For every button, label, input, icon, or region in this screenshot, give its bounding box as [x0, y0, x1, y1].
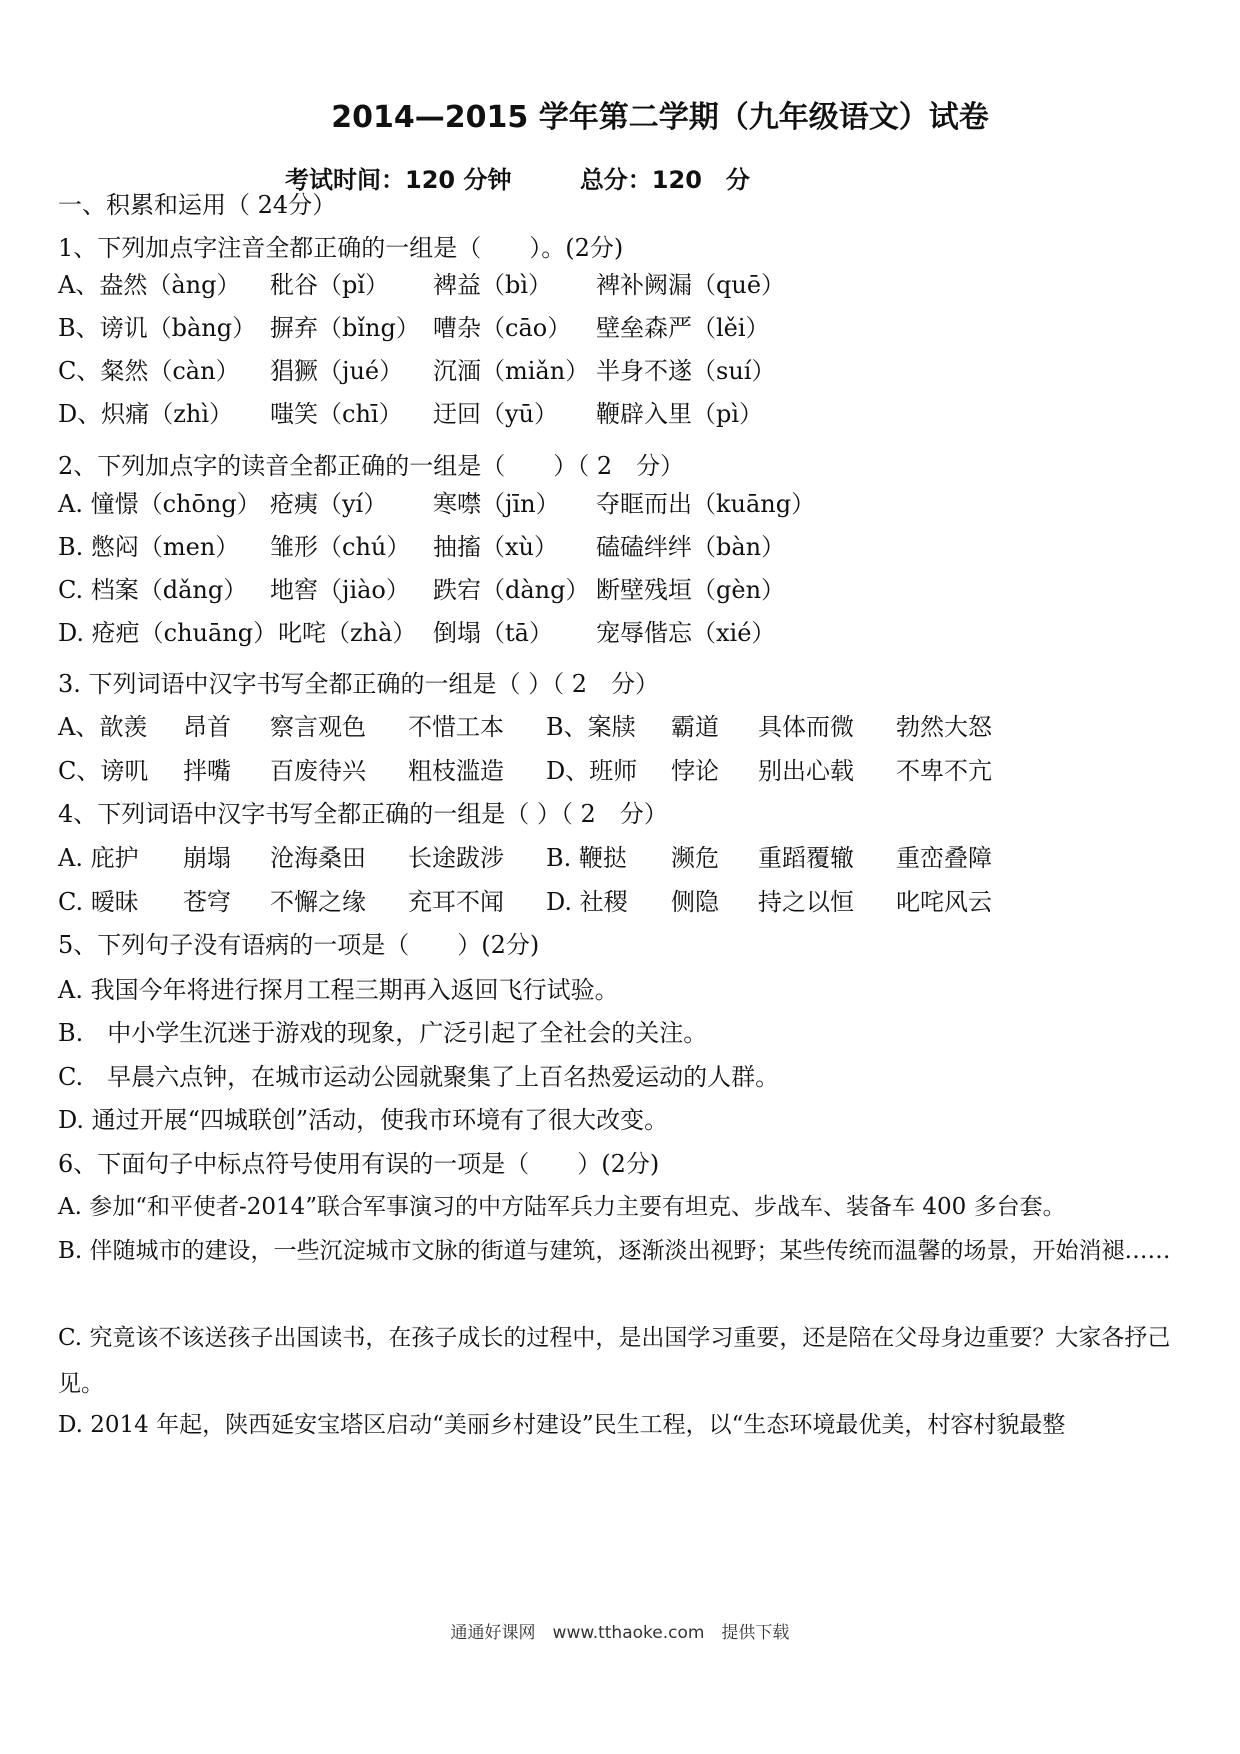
q3-r1-7: 具体而微: [758, 713, 854, 741]
q2-c-3: 跌宕（dàng）: [433, 576, 590, 604]
q2-d-1: D. 疮疤（chuāng）: [58, 619, 278, 647]
q4-r1-8: 重峦叠障: [896, 844, 992, 872]
q1-b-4: 壁垒森严（lěi）: [596, 314, 770, 342]
q2-b-4: 磕磕绊绊（bàn）: [596, 533, 786, 561]
q4-r1-6: 濒危: [671, 844, 719, 872]
q1-b-1: B、谤讥（bàng）: [58, 314, 257, 342]
q2-a-4: 夺眶而出（kuāng）: [596, 490, 816, 518]
q4-r2-7: 持之以恒: [758, 888, 854, 916]
q3-r2-2: 拌嘴: [183, 757, 231, 785]
q2-c-1: C. 档案（dǎng）: [58, 576, 248, 604]
q1-c-1: C、粲然（càn）: [58, 357, 240, 385]
q5-option-d: D. 通过开展“四城联创”活动，使我市环境有了很大改变。: [58, 1106, 669, 1134]
section-heading: 一、积累和运用（ 24分）: [58, 191, 337, 219]
total-score: 总分：120 分: [579, 166, 750, 194]
q5-option-c: C. 早晨六点钟，在城市运动公园就聚集了上百名热爱运动的人群。: [58, 1063, 780, 1091]
q4-r1-7: 重蹈覆辙: [758, 844, 854, 872]
q4-r1-3: 沧海桑田: [270, 844, 366, 872]
q3-r1-6: 霸道: [671, 713, 719, 741]
q4-r1-5: B. 鞭挞: [546, 844, 627, 872]
q3-r1-2: 昂首: [183, 713, 231, 741]
q6-option-d: D. 2014 年起，陕西延安宝塔区启动“美丽乡村建设”民生工程，以“生态环境最优美，村容村貌最整: [58, 1412, 1066, 1438]
q3-r2-6: 悖论: [671, 757, 719, 785]
q4-r2-5: D. 社稷: [546, 888, 628, 916]
q1-c-4: 半身不遂（suí）: [596, 357, 776, 385]
q2-c-4: 断壁残垣（gèn）: [596, 576, 786, 604]
q5-option-a: A. 我国今年将进行探月工程三期再入返回飞行试验。: [58, 976, 619, 1004]
q3-r1-3: 察言观色: [270, 713, 366, 741]
exam-time: 考试时间：120 分钟: [285, 166, 512, 194]
q1-d-4: 鞭辟入里（pì）: [596, 400, 764, 428]
q6-option-c: C. 究竟该不该送孩子出国读书，在孩子成长的过程中，是出国学习重要，还是陪在父母身边重要？大家各抒己见。: [58, 1325, 1171, 1397]
q3-r2-7: 别出心载: [758, 757, 854, 785]
q4-r2-2: 苍穹: [183, 888, 231, 916]
q1-d-2: 嗤笑（chī）: [270, 400, 403, 428]
q1-b-2: 摒弃（bǐng）: [270, 314, 420, 342]
q2-b-3: 抽搐（xù）: [433, 533, 558, 561]
q2-b-2: 雏形（chú）: [270, 533, 411, 561]
q2-d-4: 宠辱偕忘（xié）: [596, 619, 776, 647]
q4-r2-8: 叱咤风云: [896, 888, 992, 916]
q4-r1-1: A. 庇护: [58, 844, 139, 872]
q4-r2-3: 不懈之缘: [270, 888, 366, 916]
q3-r2-8: 不卑不亢: [896, 757, 992, 785]
q2-b-1: B. 憋闷（men）: [58, 533, 240, 561]
q3-r1-4: 不惜工本: [408, 713, 504, 741]
q1-a-1: A、盎然（àng）: [58, 271, 241, 299]
q3-r2-5: D、班师: [546, 757, 638, 785]
q1-a-4: 裨补阙漏（quē）: [596, 271, 786, 299]
q4-r1-2: 崩塌: [183, 844, 231, 872]
q1-a-2: 秕谷（pǐ）: [270, 271, 390, 299]
q4-r1-4: 长途跋涉: [408, 844, 504, 872]
q2-a-2: 疮痍（yí）: [270, 490, 388, 518]
exam-title: 2014—2015 学年第二学期（九年级语文）试卷: [331, 100, 989, 135]
q1-a-3: 裨益（bì）: [433, 271, 553, 299]
q3-r1-8: 勃然大怒: [896, 713, 992, 741]
q6-option-b: B. 伴随城市的建设，一些沉淀城市文脉的街道与建筑，逐渐淡出视野；某些传统而温馨的场景，开始消褪……: [58, 1238, 1171, 1264]
question-2-stem: 2、下列加点字的读音全都正确的一组是（ ）（ 2 分）: [58, 452, 685, 480]
q3-r2-1: C、谤叽: [58, 757, 149, 785]
question-5-stem: 5、下列句子没有语病的一项是（ ）(2分): [58, 931, 540, 959]
question-6-stem: 6、下面句子中标点符号使用有误的一项是（ ）(2分): [58, 1150, 660, 1178]
q2-a-1: A. 憧憬（chōng）: [58, 490, 261, 518]
q3-r2-4: 粗枝滥造: [408, 757, 504, 785]
q4-r2-1: C. 暧昧: [58, 888, 139, 916]
q2-d-2: 叱咤（zhà）: [278, 619, 417, 647]
question-1-stem: 1、下列加点字注音全都正确的一组是（ ）。(2分): [58, 234, 624, 262]
q3-r1-5: B、案牍: [546, 713, 636, 741]
q1-d-3: 迂回（yū）: [433, 400, 559, 428]
q2-a-3: 寒噤（jīn）: [433, 490, 560, 518]
q1-c-2: 猖獗（jué）: [270, 357, 404, 385]
q1-b-3: 嘈杂（cāo）: [433, 314, 572, 342]
q6-option-a: A. 参加“和平使者-2014”联合军事演习的中方陆军兵力主要有坦克、步战车、装备车 400 多台套。: [58, 1194, 1066, 1220]
page-footer: 通通好课网 www.tthaoke.com 提供下载: [450, 1623, 790, 1643]
q4-r2-6: 侧隐: [671, 888, 719, 916]
q2-d-3: 倒塌（tā）: [433, 619, 553, 647]
question-4-stem: 4、下列词语中汉字书写全都正确的一组是（ ）（ 2 分）: [58, 800, 668, 828]
q3-r2-3: 百废待兴: [270, 757, 366, 785]
q5-option-b: B. 中小学生沉迷于游戏的现象，广泛引起了全社会的关注。: [58, 1019, 708, 1047]
question-3-stem: 3. 下列词语中汉字书写全都正确的一组是（ ）（ 2 分）: [58, 670, 660, 698]
q1-c-3: 沉湎（miǎn）: [433, 357, 590, 385]
q1-d-1: D、炽痛（zhì）: [58, 400, 234, 428]
q4-r2-4: 充耳不闻: [408, 888, 504, 916]
q3-r1-1: A、歆羡: [58, 713, 148, 741]
q2-c-2: 地窖（jiào）: [270, 576, 410, 604]
